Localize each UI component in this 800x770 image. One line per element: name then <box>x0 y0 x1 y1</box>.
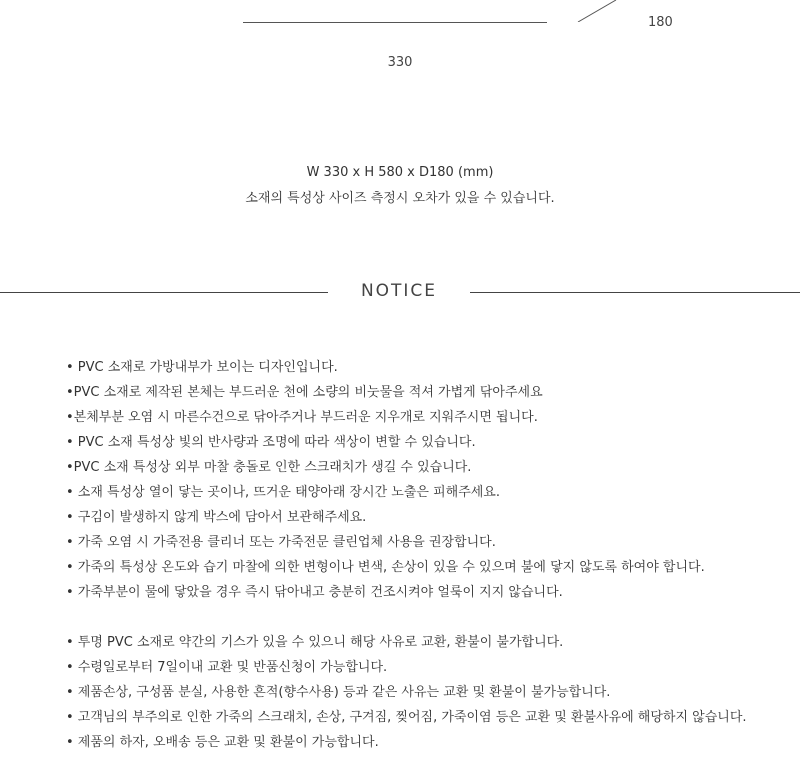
list-item: • 가죽부분이 물에 닿았을 경우 즉시 닦아내고 충분히 건조시켜야 얼룩이 지지 않습니다. <box>66 585 563 600</box>
list-item: • 제품의 하자, 오배송 등은 교환 및 환불이 가능합니다. <box>66 735 379 750</box>
list-item: • 수령일로부터 7일이내 교환 및 반품신청이 가능합니다. <box>66 660 388 675</box>
notice-divider-right <box>470 292 800 293</box>
care-list <box>66 355 786 605</box>
notice-divider-left <box>0 292 328 293</box>
spec-block <box>0 160 800 212</box>
list-item: • 제품손상, 구성품 분실, 사용한 흔적(향수사용) 등과 같은 사유는 교환 및 환불이 불가능합니다. <box>66 685 611 700</box>
spec-size: W 330 x H 580 x D180 (mm) <box>306 165 494 180</box>
spec-note: 소재의 특성상 사이즈 측정시 오차가 있을 수 있습니다. <box>245 191 555 206</box>
list-item: • 소재 특성상 열이 닿는 곳이나, 뜨거운 태양아래 장시간 노출은 피해주세요. <box>66 485 500 500</box>
list-item: • PVC 소재로 가방내부가 보이는 디자인입니다. <box>66 360 338 375</box>
list-item: •PVC 소재로 제작된 본체는 부드러운 천에 소량의 비눗물을 적셔 가볍게 닦아주세요 <box>66 385 543 400</box>
notice-title: NOTICE <box>360 281 438 301</box>
list-item: • 구김이 발생하지 않게 박스에 담아서 보관해주세요. <box>66 510 367 525</box>
list-item: • 가죽 오염 시 가죽전용 클리너 또는 가죽전문 클린업체 사용을 권장합니다. <box>66 535 496 550</box>
width-label: 330 <box>387 55 413 70</box>
list-item: •PVC 소재 특성상 외부 마찰 충돌로 인한 스크래치가 생길 수 있습니다. <box>66 460 472 475</box>
width-dimension-line <box>243 22 547 23</box>
list-item: • 고객님의 부주의로 인한 가죽의 스크래치, 손상, 구겨짐, 찢어짐, 가죽이염 등은 교환 및 환불사유에 해당하지 않습니다. <box>66 710 747 725</box>
list-item: • PVC 소재 특성상 빛의 반사량과 조명에 따라 색상이 변할 수 있습니다. <box>66 435 476 450</box>
depth-label: 180 <box>648 15 673 30</box>
list-item: •본체부분 오염 시 마른수건으로 닦아주거나 부드러운 지우개로 지워주시면 됩니다. <box>66 410 538 425</box>
notice-header <box>0 281 800 303</box>
policy-list <box>66 630 786 755</box>
list-item: • 가죽의 특성상 온도와 습기 마찰에 의한 변형이나 변색, 손상이 있을 수 있으며 불에 닿지 않도록 하여야 합니다. <box>66 560 705 575</box>
list-item: • 투명 PVC 소재로 약간의 기스가 있을 수 있으니 해당 사유로 교환, 환불이 불가합니다. <box>66 635 564 650</box>
depth-dimension-line <box>574 0 618 22</box>
